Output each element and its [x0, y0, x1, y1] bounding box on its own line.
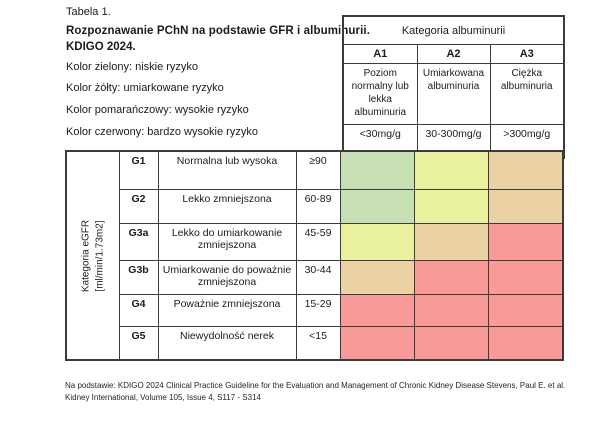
document-title-line-2: KDIGO 2024. [66, 41, 136, 53]
risk-cell-g1-a1 [340, 151, 414, 189]
risk-cell-g5-a2 [414, 326, 488, 360]
gfr-range-g3a: 45-59 [296, 223, 340, 260]
legend-item-red: Kolor czerwony: bardzo wysokie ryzyko [66, 126, 258, 138]
citation-line-1: Na podstawie: KDIGO 2024 Clinical Practice Guideline for the Evaluation and Management of Chronic Kidney Disease Stevens, Paul E. et al. [65, 381, 566, 390]
citation [65, 380, 590, 404]
gfr-description-g4: Poważnie zmniejszona [158, 294, 296, 326]
citation-line-2: Kidney International, Volume 105, Issue 4, S117 - S314 [65, 393, 261, 402]
gfr-description-g1: Normalna lub wysoka [158, 151, 296, 189]
albuminuria-range-a3: >300mg/g [490, 125, 564, 159]
albuminuria-description-a1: Poziom normalny lub lekka albuminuria [343, 64, 417, 125]
table-caption: Tabela 1. [66, 6, 111, 18]
albuminuria-code-a1: A1 [343, 45, 417, 64]
albuminuria-range-a2: 30-300mg/g [417, 125, 490, 159]
risk-cell-g3b-a3 [488, 260, 563, 294]
risk-cell-g3a-a3 [488, 223, 563, 260]
albuminuria-description-a2: Umiarkowana albuminuria [417, 64, 490, 125]
risk-cell-g5-a1 [340, 326, 414, 360]
legend-item-yellow: Kolor żółty: umiarkowane ryzyko [66, 82, 224, 94]
albuminuria-header-table [342, 15, 565, 159]
gfr-range-g5: <15 [296, 326, 340, 360]
legend-item-orange: Kolor pomarańczowy: wysokie ryzyko [66, 104, 249, 116]
risk-cell-g3a-a1 [340, 223, 414, 260]
gfr-code-g3a: G3a [119, 223, 158, 260]
risk-cell-g1-a2 [414, 151, 488, 189]
egfr-axis-label-cell [66, 151, 119, 360]
gfr-range-g1: ≥90 [296, 151, 340, 189]
gfr-code-g4: G4 [119, 294, 158, 326]
gfr-range-g2: 60-89 [296, 189, 340, 223]
risk-cell-g3b-a2 [414, 260, 488, 294]
albuminuria-code-a2: A2 [417, 45, 490, 64]
gfr-description-g2: Lekko zmniejszona [158, 189, 296, 223]
gfr-description-g3b: Umiarkowanie do poważnie zmniejszona [158, 260, 296, 294]
risk-cell-g4-a2 [414, 294, 488, 326]
risk-cell-g2-a2 [414, 189, 488, 223]
risk-cell-g1-a3 [488, 151, 563, 189]
gfr-description-g3a: Lekko do umiarkowanie zmniejszona [158, 223, 296, 260]
risk-cell-g5-a3 [488, 326, 563, 360]
legend-item-green: Kolor zielony: niskie ryzyko [66, 61, 199, 73]
risk-cell-g4-a3 [488, 294, 563, 326]
gfr-code-g2: G2 [119, 189, 158, 223]
gfr-range-g3b: 30-44 [296, 260, 340, 294]
document-title-line-1: Rozpoznawanie PChN na podstawie GFR i albuminurii. [66, 25, 371, 37]
gfr-range-g4: 15-29 [296, 294, 340, 326]
gfr-code-g5: G5 [119, 326, 158, 360]
albuminuria-code-a3: A3 [490, 45, 564, 64]
albuminuria-range-a1: <30mg/g [343, 125, 417, 159]
gfr-code-g1: G1 [119, 151, 158, 189]
gfr-code-g3b: G3b [119, 260, 158, 294]
gfr-risk-grid [65, 150, 564, 361]
albuminuria-title: Kategoria albuminurii [343, 16, 564, 45]
risk-cell-g2-a3 [488, 189, 563, 223]
albuminuria-description-a3: Ciężka albuminuria [490, 64, 564, 125]
gfr-description-g5: Niewydolność nerek [158, 326, 296, 360]
risk-cell-g3a-a2 [414, 223, 488, 260]
risk-cell-g4-a1 [340, 294, 414, 326]
egfr-axis-label: Kategoria eGFR [ml/min/1.73m2] [80, 219, 105, 292]
risk-cell-g3b-a1 [340, 260, 414, 294]
risk-cell-g2-a1 [340, 189, 414, 223]
